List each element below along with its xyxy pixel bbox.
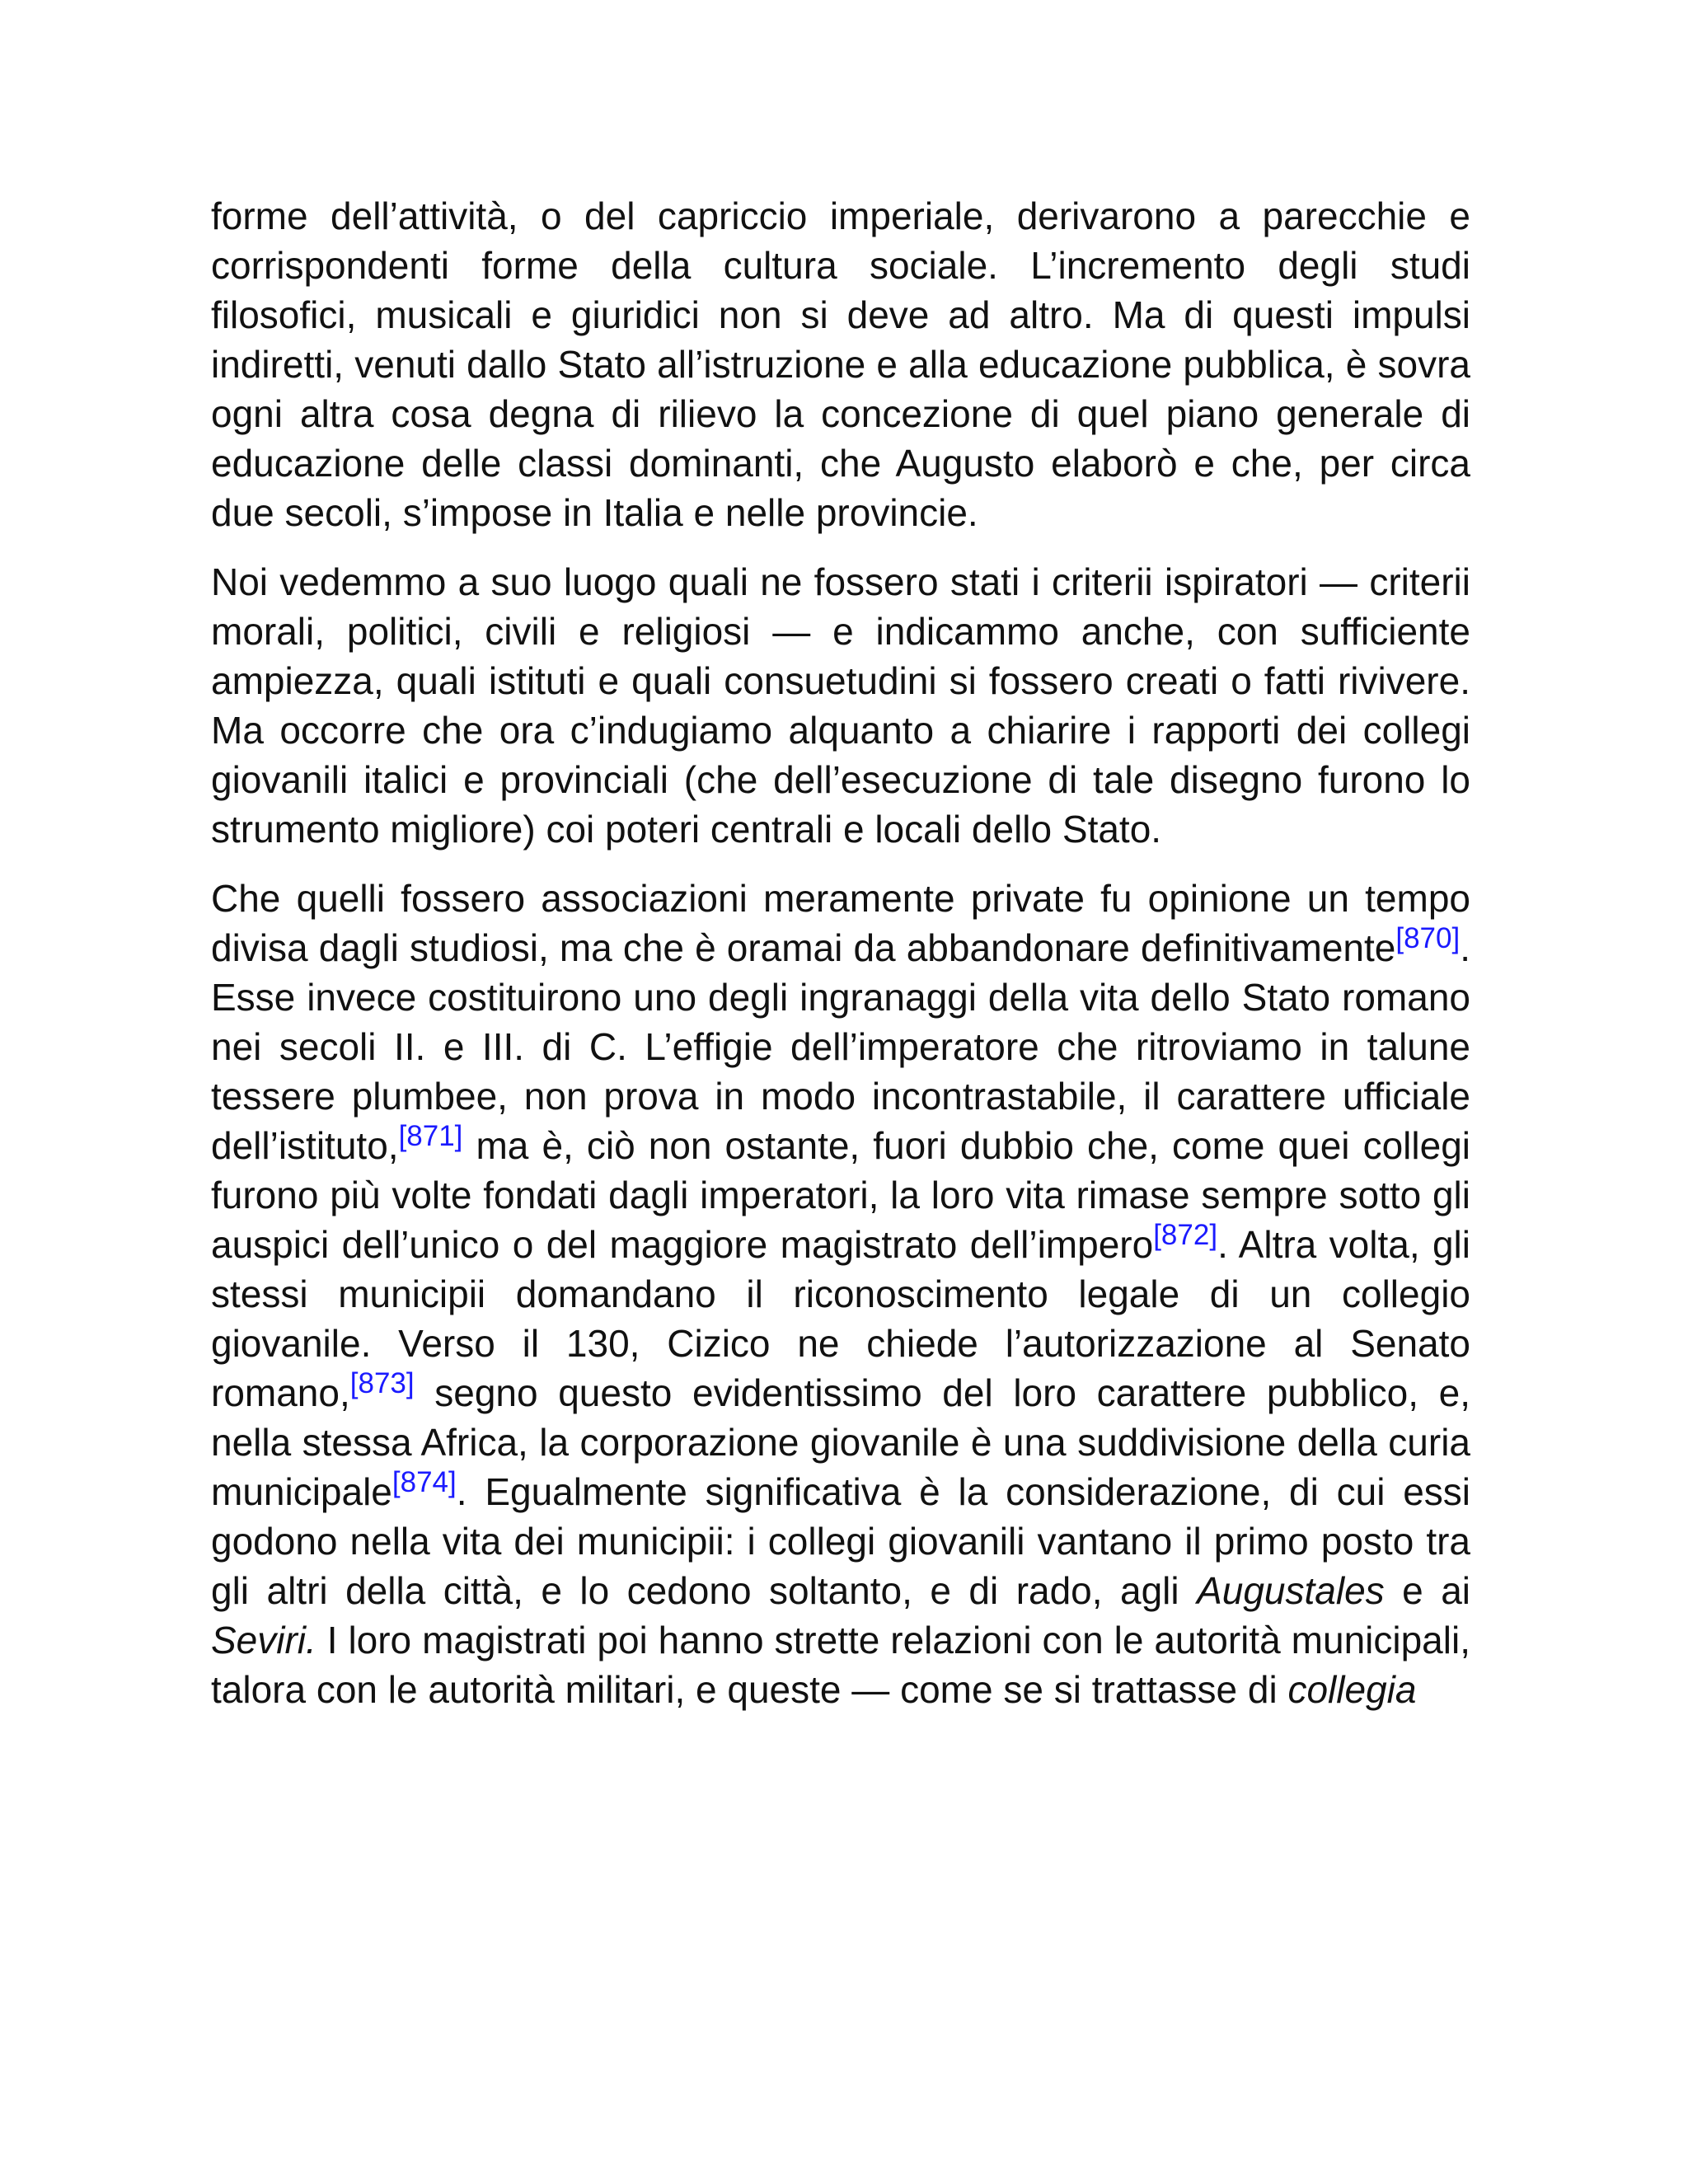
footnote-link-870[interactable]: [870] xyxy=(1395,922,1461,954)
paragraph-text: segno questo evidentissimo del loro carattere pubblico, e, nella stessa Africa, la corporazione giovanile è una suddivisione della curia municipale xyxy=(211,1371,1470,1513)
paragraph-1 xyxy=(211,191,1470,537)
italic-term-augustales: Augustales xyxy=(1197,1569,1385,1612)
paragraph-text: e ai xyxy=(1384,1569,1470,1612)
paragraph-text: . Altra volta, gli stessi municipii domandano il riconoscimento legale di un collegio giovanile. Verso il 130, Cizico ne chiede l’autorizzazione al Senato romano, xyxy=(211,1223,1470,1414)
footnote-link-872[interactable]: [872] xyxy=(1153,1219,1218,1251)
footnote-link-871[interactable]: [871] xyxy=(398,1120,463,1152)
italic-term-collegia: collegia xyxy=(1287,1668,1417,1711)
paragraph-3 xyxy=(211,874,1470,1714)
paragraph-text: Che quelli fossero associazioni meramente private fu opinione un tempo divisa dagli studiosi, ma che è oramai da abbandonare definitivamente xyxy=(211,877,1470,969)
paragraph-2 xyxy=(211,557,1470,854)
paragraph-text: . Esse invece costituirono uno degli ingranaggi della vita dello Stato romano nei secoli II. e III. di C. L’effigie dell’imperatore che ritroviamo in talune tessere plumbee, non prova in modo incontrastabile, il carattere ufficiale dell’istituto, xyxy=(211,926,1470,1167)
paragraph-text: Noi vedemmo a suo luogo quali ne fossero stati i criterii ispiratori — criterii morali, politici, civili e religiosi — e indicammo anche, con sufficiente ampiezza, quali istituti e quali consuetudini si fossero creati o fatti rivivere. Ma occorre che ora c’indugiamo alquanto a chiarire i rapporti dei collegi giovanili italici e provinciali (che dell’esecuzione di tale disegno furono lo strumento migliore) coi poteri centrali e locali dello Stato. xyxy=(211,560,1470,851)
paragraph-text: ma è, ciò non ostante, fuori dubbio che, come quei collegi furono più volte fondati dagli imperatori, la loro vita rimase sempre sotto gli auspici dell’unico o del maggiore magistrato dell’impero xyxy=(211,1124,1470,1266)
paragraph-text: . Egualmente significativa è la considerazione, di cui essi godono nella vita dei municipii: i collegi giovanili vantano il primo posto tra gli altri della città, e lo cedono soltanto, e di rado, agli xyxy=(211,1470,1470,1612)
paragraph-text: forme dell’attività, o del capriccio imperiale, derivarono a parecchie e corrispondenti forme della cultura sociale. L’incremento degli studi filosofici, musicali e giuridici non si deve ad altro. Ma di questi impulsi indiretti, venuti dallo Stato all’istruzione e alla educazione pubblica, è sovra ogni altra cosa degna di rilievo la concezione di quel piano generale di educazione delle classi dominanti, che Augusto elaborò e che, per circa due secoli, s’impose in Italia e nelle provincie. xyxy=(211,194,1470,534)
footnote-link-873[interactable]: [873] xyxy=(349,1367,415,1399)
paragraph-text: I loro magistrati poi hanno strette relazioni con le autorità municipali, talora con le autorità militari, e queste — come se si trattasse di xyxy=(211,1619,1470,1711)
italic-term-seviri: Seviri. xyxy=(211,1619,316,1661)
document-page xyxy=(211,191,1470,1734)
footnote-link-874[interactable]: [874] xyxy=(392,1466,457,1498)
